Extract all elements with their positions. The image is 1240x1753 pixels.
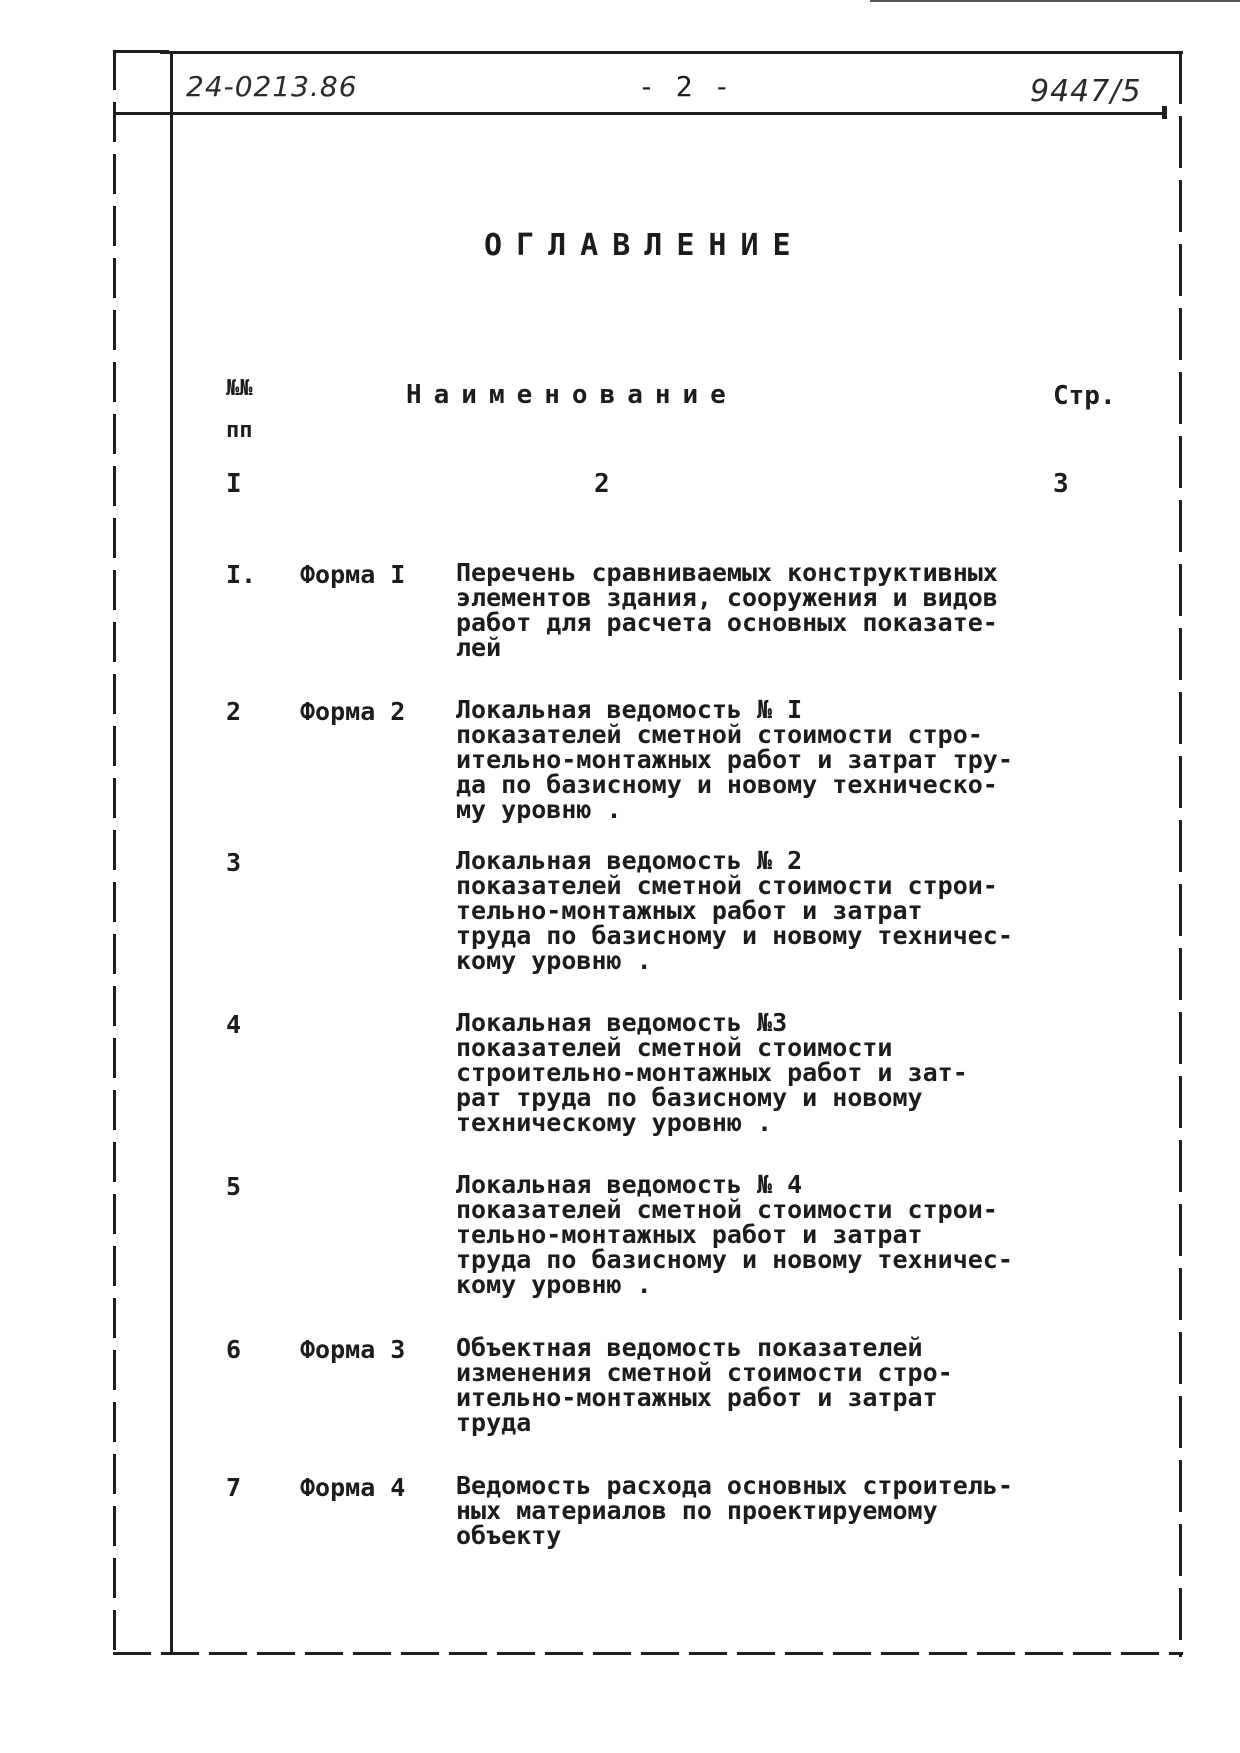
entry-form: Форма 3 [300, 1335, 406, 1364]
entry-number: 5 [226, 1172, 242, 1201]
frame-left-inner-line [170, 52, 173, 1655]
entry-form: Форма 4 [300, 1473, 406, 1502]
entry-number: 3 [226, 848, 242, 877]
frame-right-line [1179, 52, 1182, 1657]
document-code: 24-0213.86 [186, 70, 358, 103]
frame-top-line [160, 51, 1183, 54]
entry-form: Форма 2 [300, 697, 406, 726]
entry-number: 4 [226, 1010, 242, 1039]
entry-number: 6 [226, 1335, 242, 1364]
document-reference: 9447/5 [1030, 74, 1142, 109]
column-header-number: №№ пп [226, 376, 253, 443]
entry-title: Локальная ведомость № 4 показателей сметной стоимости строи- тельно-монтажных работ и затрат труда по базисному и новому техничес- кому уровню . [456, 1170, 1013, 1299]
scan-edge-line [870, 0, 1240, 2]
page-number: - 2 - [638, 70, 733, 103]
header-divider-line [113, 112, 1167, 115]
entry-number: 2 [226, 697, 242, 726]
entry-title: Локальная ведомость № I показателей сметной стоимости стро- ительно-монтажных работ и затрат тру- да по базисному и новому техническо- му уровню . [456, 695, 1013, 824]
entry-title: Локальная ведомость № 2 показателей сметной стоимости строи- тельно-монтажных работ и затрат труда по базисному и новому техничес- кому уровню . [456, 846, 1013, 975]
entry-number: 7 [226, 1473, 242, 1502]
frame-left-outer-line [113, 50, 116, 1660]
column-header-name: Наименование [406, 380, 738, 410]
header-divider-tick [1162, 106, 1167, 119]
entry-number: I. [226, 560, 257, 589]
entry-form: Форма I [300, 560, 406, 589]
column-header-page: Стр. [1053, 381, 1116, 411]
entry-title: Объектная ведомость показателей изменения сметной стоимости стро- ительно-монтажных работ и затрат труда [456, 1333, 953, 1437]
frame-bottom-line [113, 1652, 1183, 1655]
column-number-1: I [226, 469, 242, 499]
entry-title: Ведомость расхода основных строитель- ных материалов по проектируемому объекту [456, 1471, 1013, 1550]
entry-title: Перечень сравниваемых конструктивных элементов здания, сооружения и видов работ для расчета основных показате- лей [456, 558, 998, 662]
column-number-2: 2 [594, 469, 610, 499]
entry-title: Локальная ведомость №3 показателей сметной стоимости строительно-монтажных работ и зат- рат труда по базисному и новому техническому уровню . [456, 1008, 968, 1137]
column-number-3: 3 [1053, 469, 1069, 499]
page-title: ОГЛАВЛЕНИЕ [484, 228, 805, 263]
